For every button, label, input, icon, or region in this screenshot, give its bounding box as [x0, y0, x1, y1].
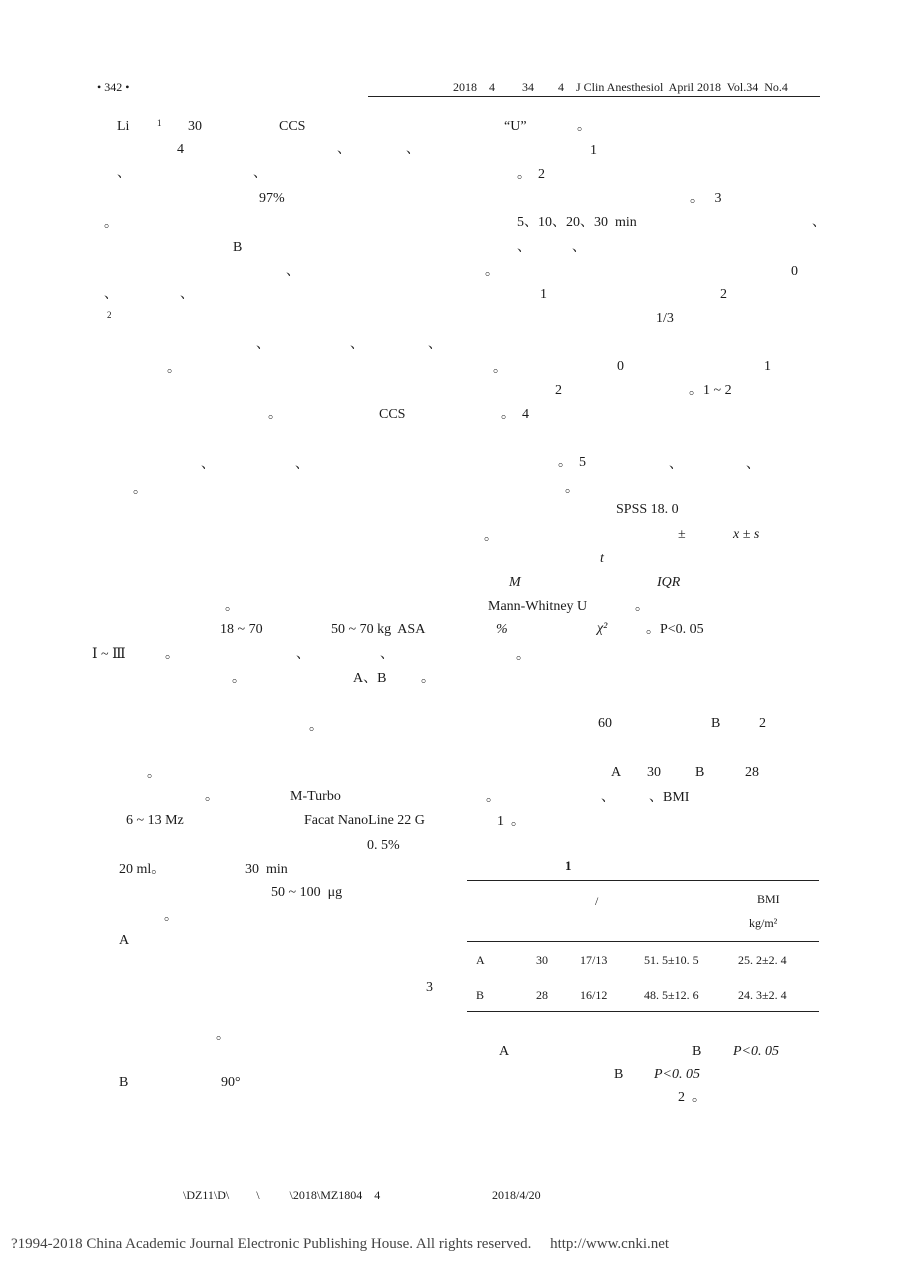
- text-fragment: Ⅰ ~ Ⅲ: [92, 647, 126, 662]
- text-fragment: 97%: [259, 191, 285, 206]
- text-fragment: A、B: [353, 671, 387, 686]
- text-fragment: 2: [720, 287, 727, 302]
- text-fragment: 1/3: [656, 311, 674, 326]
- table-cell-group: B: [476, 988, 485, 1002]
- table-header-bmi: BMI: [757, 892, 780, 906]
- text-fragment: B: [233, 240, 243, 255]
- text-fragment: 50 ~ 100 μg: [271, 885, 343, 900]
- text-fragment: 、: [296, 647, 310, 662]
- text-fragment: B: [711, 716, 721, 731]
- text-fragment: 20 ml。: [119, 862, 166, 877]
- table-cell-age: 48. 5±12. 6: [644, 988, 699, 1002]
- table-top-rule: [467, 880, 819, 881]
- text-fragment: 30 min: [245, 862, 288, 877]
- text-fragment: %: [496, 622, 508, 637]
- text-fragment: 50 ~ 70 kg ASA: [331, 622, 426, 637]
- text-fragment: 。: [565, 481, 579, 496]
- text-fragment: ±: [678, 527, 686, 542]
- text-fragment: 2: [759, 716, 766, 731]
- table-header-slash: /: [595, 894, 599, 908]
- text-fragment: 3: [426, 980, 433, 995]
- text-fragment: 、: [746, 457, 760, 472]
- text-fragment: 。: [167, 361, 181, 376]
- text-fragment: 1: [590, 143, 597, 158]
- text-fragment: 60: [598, 716, 612, 731]
- text-fragment: 、: [180, 287, 194, 302]
- text-fragment: 。P<0. 05: [646, 622, 704, 637]
- text-fragment: 28: [745, 765, 759, 780]
- text-fragment: 、: [350, 337, 364, 352]
- journal-header: 2018 4 34 4 J Clin Anesthesiol April 2018 Vol.34 No.4: [453, 80, 788, 94]
- table-cell-group: A: [476, 953, 485, 967]
- table-number: 1: [565, 858, 572, 873]
- copyright-notice: ?1994-2018 China Academic Journal Electronic Publishing House. All rights reserved. http://www.cnki.net: [11, 1236, 670, 1252]
- text-fragment: 2: [555, 383, 562, 398]
- text-fragment: 18 ~ 70: [220, 622, 263, 637]
- text-fragment: CCS: [379, 407, 406, 422]
- text-fragment: 、: [117, 166, 131, 181]
- text-fragment: 0: [617, 359, 624, 374]
- text-fragment: 。: [164, 909, 178, 924]
- text-fragment: SPSS 18. 0: [616, 502, 679, 517]
- text-fragment: 、: [572, 240, 586, 255]
- text-fragment: 0. 5%: [367, 838, 400, 853]
- text-fragment: “U”: [504, 119, 527, 134]
- text-fragment: B: [119, 1075, 129, 1090]
- text-fragment: 、: [669, 457, 683, 472]
- text-fragment: 。1 ~ 2: [689, 383, 732, 398]
- text-fragment: 、: [380, 647, 394, 662]
- text-fragment: 1: [764, 359, 771, 374]
- text-fragment: 、: [517, 240, 531, 255]
- text-fragment: 。: [493, 361, 507, 376]
- text-fragment: CCS: [279, 119, 306, 134]
- header-rule: [368, 96, 820, 97]
- text-fragment: 2 。: [678, 1090, 706, 1105]
- text-fragment: 、: [337, 142, 351, 157]
- text-fragment: 。: [268, 407, 282, 422]
- citation-ref: 1: [157, 118, 162, 128]
- text-fragment: 、: [201, 457, 215, 472]
- text-fragment: χ²: [597, 621, 608, 636]
- table-cell-n: 30: [536, 953, 548, 967]
- table-cell-ratio: 16/12: [580, 988, 608, 1002]
- text-fragment: 30: [188, 119, 202, 134]
- text-fragment: Mann-Whitney U: [488, 599, 588, 614]
- text-fragment: t: [600, 551, 604, 566]
- text-fragment: 、: [295, 457, 309, 472]
- text-fragment: 1 。: [497, 814, 525, 829]
- text-fragment: 1: [540, 287, 547, 302]
- text-fragment: A: [611, 765, 622, 780]
- text-fragment: Facat NanoLine 22 G: [304, 813, 425, 828]
- text-fragment: 。: [225, 599, 239, 614]
- text-fragment: 。: [147, 766, 161, 781]
- text-fragment: 4: [177, 142, 184, 157]
- text-fragment: 。: [421, 671, 435, 686]
- text-fragment: Li: [117, 119, 130, 134]
- table-cell-ratio: 17/13: [580, 953, 608, 967]
- footer-date: 2018/4/20: [492, 1188, 541, 1202]
- text-fragment: 5、10、20、30 min: [517, 215, 637, 230]
- text-fragment: B: [695, 765, 705, 780]
- text-fragment: 、: [286, 264, 300, 279]
- table-cell-bmi: 24. 3±2. 4: [738, 988, 787, 1002]
- text-fragment: IQR: [657, 575, 681, 590]
- text-fragment: 、: [104, 287, 118, 302]
- text-fragment: A: [119, 933, 130, 948]
- text-fragment: 0: [791, 264, 798, 279]
- text-fragment: P<0. 05: [733, 1044, 779, 1059]
- text-fragment: A: [499, 1044, 510, 1059]
- text-fragment: 。 2: [517, 167, 545, 182]
- text-fragment: 、BMI: [649, 790, 690, 805]
- text-fragment: 。: [232, 671, 246, 686]
- text-fragment: 。: [104, 216, 118, 231]
- text-fragment: 、: [406, 142, 420, 157]
- text-fragment: 。: [133, 482, 147, 497]
- mean-sd-symbol: x ± s: [733, 527, 760, 542]
- table-cell-n: 28: [536, 988, 548, 1002]
- text-fragment: 。: [165, 647, 179, 662]
- citation-ref: 2: [107, 310, 112, 320]
- text-fragment: 90°: [221, 1075, 241, 1090]
- text-fragment: 。: [486, 790, 500, 805]
- text-fragment: 、: [428, 337, 442, 352]
- table-bottom-rule: [467, 1011, 819, 1012]
- text-fragment: 。 3: [690, 191, 722, 206]
- text-fragment: 。 4: [501, 407, 529, 422]
- text-fragment: B: [614, 1067, 624, 1082]
- text-fragment: 。: [635, 599, 649, 614]
- text-fragment: M: [509, 575, 521, 590]
- table-header-bmi-unit: kg/m²: [749, 916, 778, 930]
- text-fragment: 。: [205, 789, 219, 804]
- footer-path: \DZ11\D\ \ \2018\MZ1804 4: [183, 1188, 381, 1202]
- text-fragment: 、: [812, 215, 826, 230]
- text-fragment: 。: [309, 719, 323, 734]
- table-cell-age: 51. 5±10. 5: [644, 953, 699, 967]
- table-header-rule: [467, 941, 819, 942]
- text-fragment: 30: [647, 765, 661, 780]
- text-fragment: 6 ~ 13 Mz: [126, 813, 184, 828]
- text-fragment: P<0. 05: [654, 1067, 700, 1082]
- text-fragment: 、: [253, 166, 267, 181]
- text-fragment: 。: [577, 119, 591, 134]
- table-cell-bmi: 25. 2±2. 4: [738, 953, 787, 967]
- text-fragment: 。 5: [558, 455, 586, 470]
- text-fragment: 。: [484, 529, 498, 544]
- text-fragment: 。: [216, 1028, 230, 1043]
- page-number: • 342 •: [97, 80, 130, 94]
- text-fragment: 、: [256, 337, 270, 352]
- text-fragment: B: [692, 1044, 702, 1059]
- text-fragment: 。: [516, 648, 530, 663]
- text-fragment: 。: [485, 264, 499, 279]
- text-fragment: M-Turbo: [290, 789, 341, 804]
- text-fragment: 、: [601, 790, 615, 805]
